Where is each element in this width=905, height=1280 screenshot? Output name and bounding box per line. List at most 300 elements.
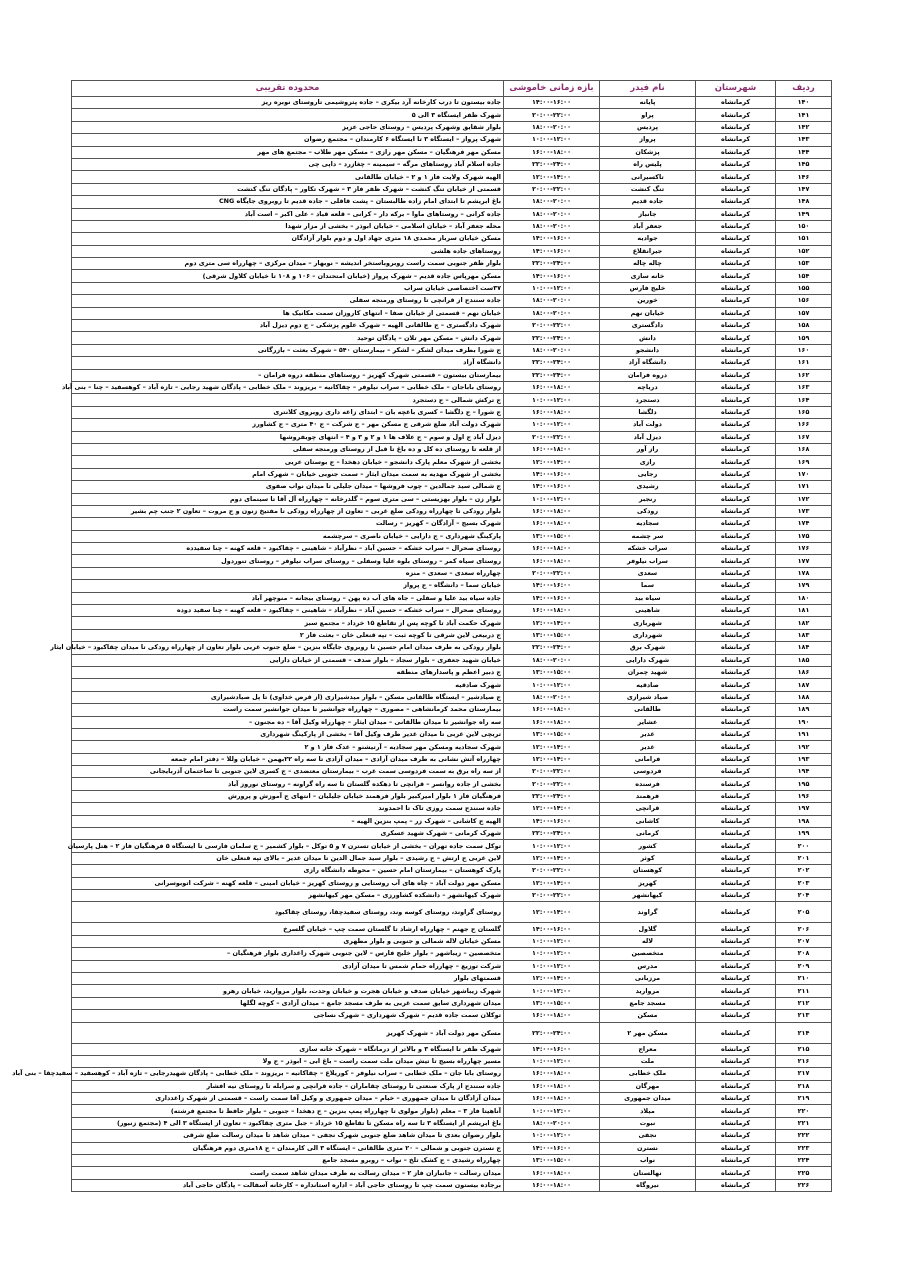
row-number-cell: ۱۸۳ — [776, 629, 832, 641]
time-range-cell: ۱۶:۰۰-۱۸:۰۰ — [504, 1080, 600, 1092]
table-row — [72, 344, 832, 356]
city-cell: کرمانشاه — [696, 530, 776, 542]
city-cell: کرمانشاه — [696, 258, 776, 270]
city-cell: کرمانشاه — [696, 877, 776, 889]
table-row — [72, 518, 832, 530]
area-cell: چهارراه رشیدی – ج کشک تلخ – نواب – روبرو مسجد جامع — [72, 1155, 504, 1167]
city-cell: کرمانشاه — [696, 1022, 776, 1043]
city-cell: کرمانشاه — [696, 109, 776, 121]
time-range-cell: ۱۸:۰۰-۲۰:۰۰ — [504, 344, 600, 356]
row-number-cell: ۱۷۰ — [776, 468, 832, 480]
city-cell: کرمانشاه — [696, 518, 776, 530]
city-cell: کرمانشاه — [696, 1179, 776, 1191]
feeder-cell: ملت — [600, 1055, 696, 1067]
city-cell: کرمانشاه — [696, 642, 776, 654]
table-row — [72, 815, 832, 827]
feeder-cell: جعفر آباد — [600, 220, 696, 232]
row-number-cell: ۱۵۴ — [776, 270, 832, 282]
header-area: محدوده تقریبی — [72, 81, 504, 97]
area-cell: شهرک پرواز – ایستگاه ۳ تا ایستگاه ۶ کارمندان – مجتمع رضوان — [72, 134, 504, 146]
feeder-cell: دانشگاه آزاد — [600, 357, 696, 369]
row-number-cell: ۱۸۲ — [776, 617, 832, 629]
table-row — [72, 1043, 832, 1055]
table-row — [72, 158, 832, 170]
time-range-cell: ۲۰:۰۰-۲۲:۰۰ — [504, 567, 600, 579]
feeder-cell: گلاول — [600, 923, 696, 935]
feeder-cell: خانه سازی — [600, 270, 696, 282]
feeder-cell: مسجد جامع — [600, 997, 696, 1009]
table-row — [72, 790, 832, 802]
area-cell: شهرک دولت آباد ضلع شرقی ج مسکن مهر – ج شرکت – ج ۴۰ متری – ج کشاورز — [72, 419, 504, 431]
row-number-cell: ۲۲۵ — [776, 1167, 832, 1179]
city-cell: کرمانشاه — [696, 1142, 776, 1154]
row-number-cell: ۱۶۸ — [776, 443, 832, 455]
time-range-cell: ۲۲:۰۰-۲۴:۰۰ — [504, 332, 600, 344]
time-range-cell: ۱۰:۰۰-۱۲:۰۰ — [504, 493, 600, 505]
time-range-cell: ۲۰:۰۰-۲۲:۰۰ — [504, 766, 600, 778]
time-range-cell: ۱۶:۰۰-۱۸:۰۰ — [504, 1167, 600, 1179]
header-time-range: بازه زمانی خاموشی — [504, 81, 600, 97]
city-cell: کرمانشاه — [696, 1010, 776, 1022]
area-cell: ج شورا – ج دلگشا – کسری باغچه بان – ابتدای زاغه داری روبروی کلانتری — [72, 406, 504, 418]
row-number-cell: ۲۰۷ — [776, 935, 832, 947]
table-row — [72, 753, 832, 765]
area-cell: چهارراه سعدی – سعدی – منزه — [72, 567, 504, 579]
feeder-cell: سر چشمه — [600, 530, 696, 542]
time-range-cell: ۱۶:۰۰-۱۸:۰۰ — [504, 605, 600, 617]
table-row — [72, 555, 832, 567]
table-row — [72, 985, 832, 997]
row-number-cell: ۱۶۳ — [776, 381, 832, 393]
row-number-cell: ۱۵۳ — [776, 258, 832, 270]
time-range-cell: ۱۳:۰۰-۱۵:۰۰ — [504, 530, 600, 542]
row-number-cell: ۲۲۰ — [776, 1105, 832, 1117]
feeder-cell: پزشکان — [600, 146, 696, 158]
feeder-cell: پراو — [600, 109, 696, 121]
feeder-cell: غدیر — [600, 728, 696, 740]
time-range-cell: ۱۴:۰۰-۱۶:۰۰ — [504, 923, 600, 935]
feeder-cell: تنگ کنشت — [600, 183, 696, 195]
area-cell: بلوار رودکی به طرف میدان امام حسین تا روبروی جایگاه بنزین – ضلع جنوب غربی بلوار تعاون از چهارراه رودکی تا میدان چقاکبود – خیابان ایثار — [72, 642, 504, 654]
time-range-cell: ۱۲:۰۰-۱۴:۰۰ — [504, 171, 600, 183]
row-number-cell: ۱۶۱ — [776, 357, 832, 369]
area-cell: قسمتی از خیابان تنگ کنشت – شهرک ظفر فاز ۳ – شهرک تکاور – پادگان تنگ کنشت — [72, 183, 504, 195]
area-cell: تربچی لاین غربی تا میدان غدیر طرف وکیل آقا – بخشی از پارکینگ شهرداری — [72, 728, 504, 740]
time-range-cell: ۱۳:۰۰-۱۵:۰۰ — [504, 728, 600, 740]
row-number-cell: ۲۱۴ — [776, 1022, 832, 1043]
feeder-cell: کوهستان — [600, 865, 696, 877]
row-number-cell: ۱۹۰ — [776, 716, 832, 728]
time-range-cell: ۱۶:۰۰-۱۸:۰۰ — [504, 1179, 600, 1191]
time-range-cell: ۱۶:۰۰-۱۸:۰۰ — [504, 146, 600, 158]
table-row — [72, 332, 832, 344]
city-cell: کرمانشاه — [696, 481, 776, 493]
city-cell: کرمانشاه — [696, 741, 776, 753]
feeder-cell: خورین — [600, 295, 696, 307]
feeder-cell: مسکن مهر ۲ — [600, 1022, 696, 1043]
feeder-cell: مهرگان — [600, 1080, 696, 1092]
table-row — [72, 1179, 832, 1191]
area-cell: ج شمالی سید جمالدین – چوب فروشها – میدان جلیلی تا میدان نواب صفوی — [72, 481, 504, 493]
row-number-cell: ۲۱۱ — [776, 985, 832, 997]
feeder-cell: کاشانی — [600, 815, 696, 827]
area-cell: دیزل آباد ج اول و سوم – ج علاف ها ۱ و ۲ و ۳ و ۴ – انتهای چوبفروشها — [72, 431, 504, 443]
area-cell: روستای صحرال – سراب خشکه – حسین آباد – نظرآباد – شاهینی – چقاکبود – قلعه کهنه – چنا سفید دوده — [72, 605, 504, 617]
time-range-cell: ۱۸:۰۰-۲۰:۰۰ — [504, 220, 600, 232]
area-cell: بلوار رضوان بعدی تا میدان شاهد ضلع جنوبی شهرک نجفی – میدان شاهد تا میدان رسالت ضلع شرقی — [72, 1130, 504, 1142]
time-range-cell: ۲۲:۰۰-۲۴:۰۰ — [504, 642, 600, 654]
area-cell: پارکینگ شهرداری – ج دارایی – خیابان ناصری – سرچشمه — [72, 530, 504, 542]
time-range-cell: ۲۲:۰۰-۲۴:۰۰ — [504, 1022, 600, 1043]
feeder-cell: نهالستان — [600, 1167, 696, 1179]
row-number-cell: ۱۴۹ — [776, 208, 832, 220]
area-cell: روستاهای جاده هلشی — [72, 245, 504, 257]
city-cell: کرمانشاه — [696, 282, 776, 294]
city-cell: کرمانشاه — [696, 972, 776, 984]
area-cell: ۳۷ست اختصاصی خیابان سراب — [72, 282, 504, 294]
row-number-cell: ۱۴۳ — [776, 134, 832, 146]
area-cell: شهرک حکمت آباد تا کوچه پس از تقاطع ۱۵ خرداد – مجتمع سبز — [72, 617, 504, 629]
feeder-cell: شهرک دارایی — [600, 654, 696, 666]
time-range-cell: ۱۰:۰۰-۱۲:۰۰ — [504, 935, 600, 947]
row-number-cell: ۱۴۸ — [776, 196, 832, 208]
row-number-cell: ۱۷۱ — [776, 481, 832, 493]
time-range-cell: ۲۰:۰۰-۲۲:۰۰ — [504, 431, 600, 443]
time-range-cell: ۱۳:۰۰-۱۵:۰۰ — [504, 666, 600, 678]
table-row — [72, 691, 832, 703]
area-cell: مسکن مهر دولت آباد – چاه های آب روستایی و روستای کهریز – خیابان امینی – قلعه کهنه – شرکت اتوبوسرانی — [72, 877, 504, 889]
feeder-cell: جیرانقلاع — [600, 245, 696, 257]
area-cell: شهرک دادگستری – ج طالقانی الهیه – شهرک علوم پزشکی – ج دوم دیزل آباد — [72, 320, 504, 332]
city-cell: کرمانشاه — [696, 394, 776, 406]
time-range-cell: ۱۰:۰۰-۱۲:۰۰ — [504, 1105, 600, 1117]
table-row — [72, 865, 832, 877]
area-cell: بلوار رودکی تا چهارراه رودکی ضلع غربی – تعاون از چهارراه رودکی تا مفتیخ زنون و ج مروت – تعاون ۲ جنب چم بشیر — [72, 505, 504, 517]
row-number-cell: ۱۷۳ — [776, 505, 832, 517]
area-cell: چهارراه آتش نشانی به طرف میدان آزادی – میدان آزادی تا سه راه ۲۲بهمن – خیابان وللا – دفتر امام جمعه — [72, 753, 504, 765]
table-row — [72, 468, 832, 480]
feeder-cell: ملک خطابی — [600, 1068, 696, 1080]
feeder-cell: خلیج فارس — [600, 282, 696, 294]
row-number-cell: ۲۱۷ — [776, 1068, 832, 1080]
area-cell: میدان رسالت – جانبازان فاز ۲ – میدان رسالت به طرف میدان شاهد سمت راست — [72, 1167, 504, 1179]
table-row — [72, 923, 832, 935]
feeder-cell: کوثر — [600, 852, 696, 864]
city-cell: کرمانشاه — [696, 344, 776, 356]
feeder-cell: رودکی — [600, 505, 696, 517]
feeder-cell: راز آور — [600, 443, 696, 455]
table-row — [72, 121, 832, 133]
city-cell: کرمانشاه — [696, 555, 776, 567]
time-range-cell: ۲۰:۰۰-۲۲:۰۰ — [504, 778, 600, 790]
time-range-cell: ۱۰:۰۰-۱۲:۰۰ — [504, 985, 600, 997]
table-body — [12, 97, 832, 1192]
table-row — [72, 960, 832, 972]
row-number-cell: ۱۵۹ — [776, 332, 832, 344]
time-range-cell: ۱۶:۰۰-۱۸:۰۰ — [504, 704, 600, 716]
table-row — [72, 146, 832, 158]
area-cell: جاده بیستون تا درب کارخانه آرد بیکری – جاده پتروشیمی تاروستای نوبره ریز — [72, 97, 504, 109]
city-cell: کرمانشاه — [696, 985, 776, 997]
row-number-cell: ۱۵۷ — [776, 307, 832, 319]
table-row — [72, 1022, 832, 1043]
table-row — [72, 592, 832, 604]
area-cell: جاده سنندج از قرانچی تا روستای ورمنجه سفلی — [72, 295, 504, 307]
table-row — [72, 109, 832, 121]
feeder-cell: صیاد شیرازی — [600, 691, 696, 703]
time-range-cell: ۱۶:۰۰-۱۸:۰۰ — [504, 555, 600, 567]
area-cell: سه راه جوانشیر تا میدان طالقانی – میدان ایثار – چهارراه وکیل آقا – ده مجنون – — [72, 716, 504, 728]
feeder-cell: نواب — [600, 1155, 696, 1167]
row-number-cell: ۲۰۹ — [776, 960, 832, 972]
feeder-cell: دریاچه — [600, 381, 696, 393]
row-number-cell: ۱۹۳ — [776, 753, 832, 765]
area-cell: از قلعه تا روستای ده کل و ده باغ تا قبل از روستای ورمنجه سفلی — [72, 443, 504, 455]
area-cell: جاده اسلام آباد روستاهای مرگه – سیمینه – چغازرد – داپی چی — [72, 158, 504, 170]
feeder-cell: مدرس — [600, 960, 696, 972]
city-cell: کرمانشاه — [696, 406, 776, 418]
table-row — [72, 320, 832, 332]
feeder-cell: میلاد — [600, 1105, 696, 1117]
header-row — [72, 81, 832, 97]
time-range-cell: ۱۰:۰۰-۱۲:۰۰ — [504, 394, 600, 406]
area-cell: میدان شهرداری سایق سمت غربی به طرف مسجد جامع – میدان آزادی – کوچه لگلها — [72, 997, 504, 1009]
area-cell: فرهنگیان فاز ۱ بلوار امیرکبیر بلوار فرهمند خیابان جلیلیان – انتهای ج آموزش و پرورش — [72, 790, 504, 802]
city-cell: کرمانشاه — [696, 171, 776, 183]
row-number-cell: ۲۰۴ — [776, 890, 832, 902]
time-range-cell: ۱۴:۰۰-۱۶:۰۰ — [504, 97, 600, 109]
time-range-cell: ۱۶:۰۰-۱۸:۰۰ — [504, 518, 600, 530]
area-cell: شهرک زیباشهر خیابان صدف و خیابان هجرت و خیابان وحدت، بلوار مروارید، خیابان رهرو — [72, 985, 504, 997]
table-row — [72, 381, 832, 393]
area-cell: متخصصین – زیباشهر – بلوار خلیج فارس – لاین جنوبی شهرک زاغداری بلوار فرهنگیان – — [72, 948, 504, 960]
city-cell: کرمانشاه — [696, 134, 776, 146]
row-number-cell: ۱۹۹ — [776, 828, 832, 840]
feeder-cell: قرانچی — [600, 803, 696, 815]
city-cell: کرمانشاه — [696, 419, 776, 431]
table-row — [72, 605, 832, 617]
table-row — [72, 741, 832, 753]
feeder-cell: نجفی — [600, 1130, 696, 1142]
row-number-cell: ۱۴۷ — [776, 183, 832, 195]
feeder-cell: دانش — [600, 332, 696, 344]
row-number-cell: ۲۰۸ — [776, 948, 832, 960]
feeder-cell: صادقیه — [600, 679, 696, 691]
time-range-cell: ۱۴:۰۰-۱۶:۰۰ — [504, 233, 600, 245]
feeder-cell: پرواز — [600, 134, 696, 146]
city-cell: کرمانشاه — [696, 902, 776, 923]
city-cell: کرمانشاه — [696, 852, 776, 864]
table-row — [72, 270, 832, 282]
table-row — [72, 196, 832, 208]
feeder-cell: سما — [600, 580, 696, 592]
area-cell: باغ ابریشم از ایستگاه ۳ تا سه راه مسکن تا تقاطع ۱۵ خرداد – جبل متری چقاکبود – تعاون از ایستگاه ۳ الی ۴ (مجتمع زنبور) — [72, 1117, 504, 1129]
row-number-cell: ۲۰۳ — [776, 877, 832, 889]
area-cell: از سه راه برق به سمت فردوسی سمت غرب – بیمارستان معتضدی – ج کسری لاین جنوبی تا ساختمان آذربایجانی — [72, 766, 504, 778]
time-range-cell: ۱۴:۰۰-۱۶:۰۰ — [504, 815, 600, 827]
area-cell: ج نسترن جنوبی و شمالی – ۲۰ متری طالقانی – ایستگاه ۳ الی کارمندان – ج ۱۸متری دوم فرهنگیان — [72, 1142, 504, 1154]
header-row-number: ردیف — [776, 81, 832, 97]
time-range-cell: ۲۰:۰۰-۲۲:۰۰ — [504, 320, 600, 332]
time-range-cell: ۲۰:۰۰-۲۲:۰۰ — [504, 890, 600, 902]
feeder-cell: فرسنده — [600, 778, 696, 790]
time-range-cell: ۱۲:۰۰-۱۴:۰۰ — [504, 753, 600, 765]
city-cell: کرمانشاه — [696, 493, 776, 505]
area-cell: مسکن مهر دولت آباد – شهرک کهریز — [72, 1022, 504, 1043]
table-row — [72, 505, 832, 517]
feeder-cell: کشور — [600, 840, 696, 852]
area-cell: ج دربیعی لاین شرقی تا کوچه ثبت – تپه قنعلی خان – بعثت فاز ۲ — [72, 629, 504, 641]
city-cell: کرمانشاه — [696, 183, 776, 195]
row-number-cell: ۲۰۵ — [776, 902, 832, 923]
city-cell: کرمانشاه — [696, 146, 776, 158]
time-range-cell: ۱۸:۰۰-۲۰:۰۰ — [504, 295, 600, 307]
row-number-cell: ۱۵۲ — [776, 245, 832, 257]
area-cell: برجاده بیستون سمت چپ تا روستای حاجی آباد – اداره استانداره – کارخانه آسفالت – پادگان حاجی آباد — [72, 1179, 504, 1191]
time-range-cell: ۱۸:۰۰-۲۰:۰۰ — [504, 121, 600, 133]
city-cell: کرمانشاه — [696, 1117, 776, 1129]
city-cell: کرمانشاه — [696, 121, 776, 133]
city-cell: کرمانشاه — [696, 778, 776, 790]
area-cell: بلوار ظفر جنوبی سمت راست روبروباستخر اندیشه – نوبهار – میدان مرکزی – چهارراه سی متری دوم — [72, 258, 504, 270]
table-row — [72, 307, 832, 319]
city-cell: کرمانشاه — [696, 443, 776, 455]
time-range-cell: ۱۴:۰۰-۱۶:۰۰ — [504, 245, 600, 257]
table-row — [72, 972, 832, 984]
area-cell: گلستان ج جهنم – چهارراه ارشاد تا گلستان سمت چپ – خیابان گلسرخ — [72, 923, 504, 935]
table-row — [72, 716, 832, 728]
row-number-cell: ۱۴۲ — [776, 121, 832, 133]
feeder-cell: دولت آباد — [600, 419, 696, 431]
area-cell: خیابان سما – دانشگاه – ج پرواز — [72, 580, 504, 592]
feeder-cell: پلیس راه — [600, 158, 696, 170]
table-row — [72, 443, 832, 455]
city-cell: کرمانشاه — [696, 654, 776, 666]
row-number-cell: ۱۷۹ — [776, 580, 832, 592]
time-range-cell: ۱۴:۰۰-۱۶:۰۰ — [504, 468, 600, 480]
time-range-cell: ۱۸:۰۰-۲۰:۰۰ — [504, 1117, 600, 1129]
table-row — [72, 543, 832, 555]
table-row — [72, 679, 832, 691]
row-number-cell: ۱۹۶ — [776, 790, 832, 802]
row-number-cell: ۱۸۴ — [776, 642, 832, 654]
feeder-cell: دروه فرامان — [600, 369, 696, 381]
feeder-cell: شهربازی — [600, 617, 696, 629]
feeder-cell: خیابان نهم — [600, 307, 696, 319]
row-number-cell: ۱۸۶ — [776, 666, 832, 678]
table-row — [72, 394, 832, 406]
table-row — [72, 208, 832, 220]
time-range-cell: ۱۶:۰۰-۱۸:۰۰ — [504, 716, 600, 728]
feeder-cell: کرمانی — [600, 828, 696, 840]
time-range-cell: ۱۸:۰۰-۲۰:۰۰ — [504, 691, 600, 703]
row-number-cell: ۱۵۵ — [776, 282, 832, 294]
city-cell: کرمانشاه — [696, 704, 776, 716]
row-number-cell: ۱۴۶ — [776, 171, 832, 183]
table-row — [72, 654, 832, 666]
table-row — [72, 530, 832, 542]
area-cell: شهرک ظفر ایستگاه ۳ الی ۵ — [72, 109, 504, 121]
table-row — [72, 1080, 832, 1092]
city-cell: کرمانشاه — [696, 1043, 776, 1055]
table-row — [72, 1105, 832, 1117]
area-cell: روستای باباجان – ملک خطابی – سراب نیلوفر – چقاکانیه – بریزوند – ملک خطابی – پادگان شهید رجایی – تازه آباد – کوهسفید – چنا – بنی آباد — [72, 381, 504, 393]
area-cell: شهرک بسیج – آزادگان – کهریز – رسالت — [72, 518, 504, 530]
city-cell: کرمانشاه — [696, 505, 776, 517]
table-row — [72, 357, 832, 369]
time-range-cell: ۱۳:۰۰-۱۵:۰۰ — [504, 629, 600, 641]
table-row — [72, 493, 832, 505]
city-cell: کرمانشاه — [696, 923, 776, 935]
row-number-cell: ۱۹۷ — [776, 803, 832, 815]
table-row — [72, 704, 832, 716]
schedule-table — [12, 80, 832, 1192]
city-cell: کرمانشاه — [696, 592, 776, 604]
area-cell: ج دبیر اعظم و پاسدارهای منطقه — [72, 666, 504, 678]
feeder-cell: شهید چمران — [600, 666, 696, 678]
city-cell: کرمانشاه — [696, 840, 776, 852]
city-cell: کرمانشاه — [696, 233, 776, 245]
area-cell: آناهیتا فاز ۳ – معلم (بلوار مولوی تا چهارراه پمپ بنزین – ج دهخدا – جنوبی – بلوار حافظ تا مجتمع فرشته) — [72, 1105, 504, 1117]
row-number-cell: ۱۶۰ — [776, 344, 832, 356]
city-cell: کرمانشاه — [696, 580, 776, 592]
city-cell: کرمانشاه — [696, 220, 776, 232]
row-number-cell: ۱۸۵ — [776, 654, 832, 666]
city-cell: کرمانشاه — [696, 815, 776, 827]
time-range-cell: ۱۰:۰۰-۱۲:۰۰ — [504, 134, 600, 146]
area-cell: قسمتهای بلوار — [72, 972, 504, 984]
table-row — [72, 1093, 832, 1105]
city-cell: کرمانشاه — [696, 948, 776, 960]
row-number-cell: ۱۹۴ — [776, 766, 832, 778]
city-cell: کرمانشاه — [696, 766, 776, 778]
row-number-cell: ۱۷۶ — [776, 543, 832, 555]
row-number-cell: ۱۸۸ — [776, 691, 832, 703]
row-number-cell: ۲۰۱ — [776, 852, 832, 864]
feeder-cell: عشایر — [600, 716, 696, 728]
city-cell: کرمانشاه — [696, 716, 776, 728]
feeder-cell: نیروگاه — [600, 1179, 696, 1191]
time-range-cell: ۱۲:۰۰-۱۴:۰۰ — [504, 902, 600, 923]
feeder-cell: تاکسیرانی — [600, 171, 696, 183]
time-range-cell: ۱۸:۰۰-۲۰:۰۰ — [504, 196, 600, 208]
table-row — [72, 728, 832, 740]
table-row — [72, 642, 832, 654]
feeder-cell: دادگستری — [600, 320, 696, 332]
time-range-cell: ۱۴:۰۰-۱۶:۰۰ — [504, 481, 600, 493]
area-cell: محله جعفر آباد – خیابان اسلامی – خیابان ابوذر – بخشی از مزار شهدا — [72, 220, 504, 232]
time-range-cell: ۱۶:۰۰-۱۸:۰۰ — [504, 543, 600, 555]
table-row — [72, 369, 832, 381]
row-number-cell: ۲۲۴ — [776, 1155, 832, 1167]
time-range-cell: ۱۰:۰۰-۱۲:۰۰ — [504, 419, 600, 431]
time-range-cell: ۱۸:۰۰-۲۰:۰۰ — [504, 307, 600, 319]
row-number-cell: ۲۲۱ — [776, 1117, 832, 1129]
area-cell: جاده سنندج سمت روزی تاک تا احمدوند — [72, 803, 504, 815]
feeder-cell: سیاه بید — [600, 592, 696, 604]
row-number-cell: ۱۸۹ — [776, 704, 832, 716]
time-range-cell: ۲۲:۰۰-۲۴:۰۰ — [504, 158, 600, 170]
city-cell: کرمانشاه — [696, 1080, 776, 1092]
feeder-cell: رشیدی — [600, 481, 696, 493]
feeder-cell: مروارید — [600, 985, 696, 997]
city-cell: کرمانشاه — [696, 97, 776, 109]
table-row — [72, 134, 832, 146]
area-cell: لاین غربی ج ارتش – ج رشیدی – بلوار سید جمال الدین تا میدان غدیر – بالای تپه قنعلی خان — [72, 852, 504, 864]
area-cell: خیابان شهید جعفری – بلوار سجاد – بلوار صدف – قسمتی از خیابان دارایی — [72, 654, 504, 666]
city-cell: کرمانشاه — [696, 208, 776, 220]
area-cell: روستای گراوند، روستای کوسه وند، روستای سفیدچقا، روستای چقاکبود — [72, 902, 504, 923]
